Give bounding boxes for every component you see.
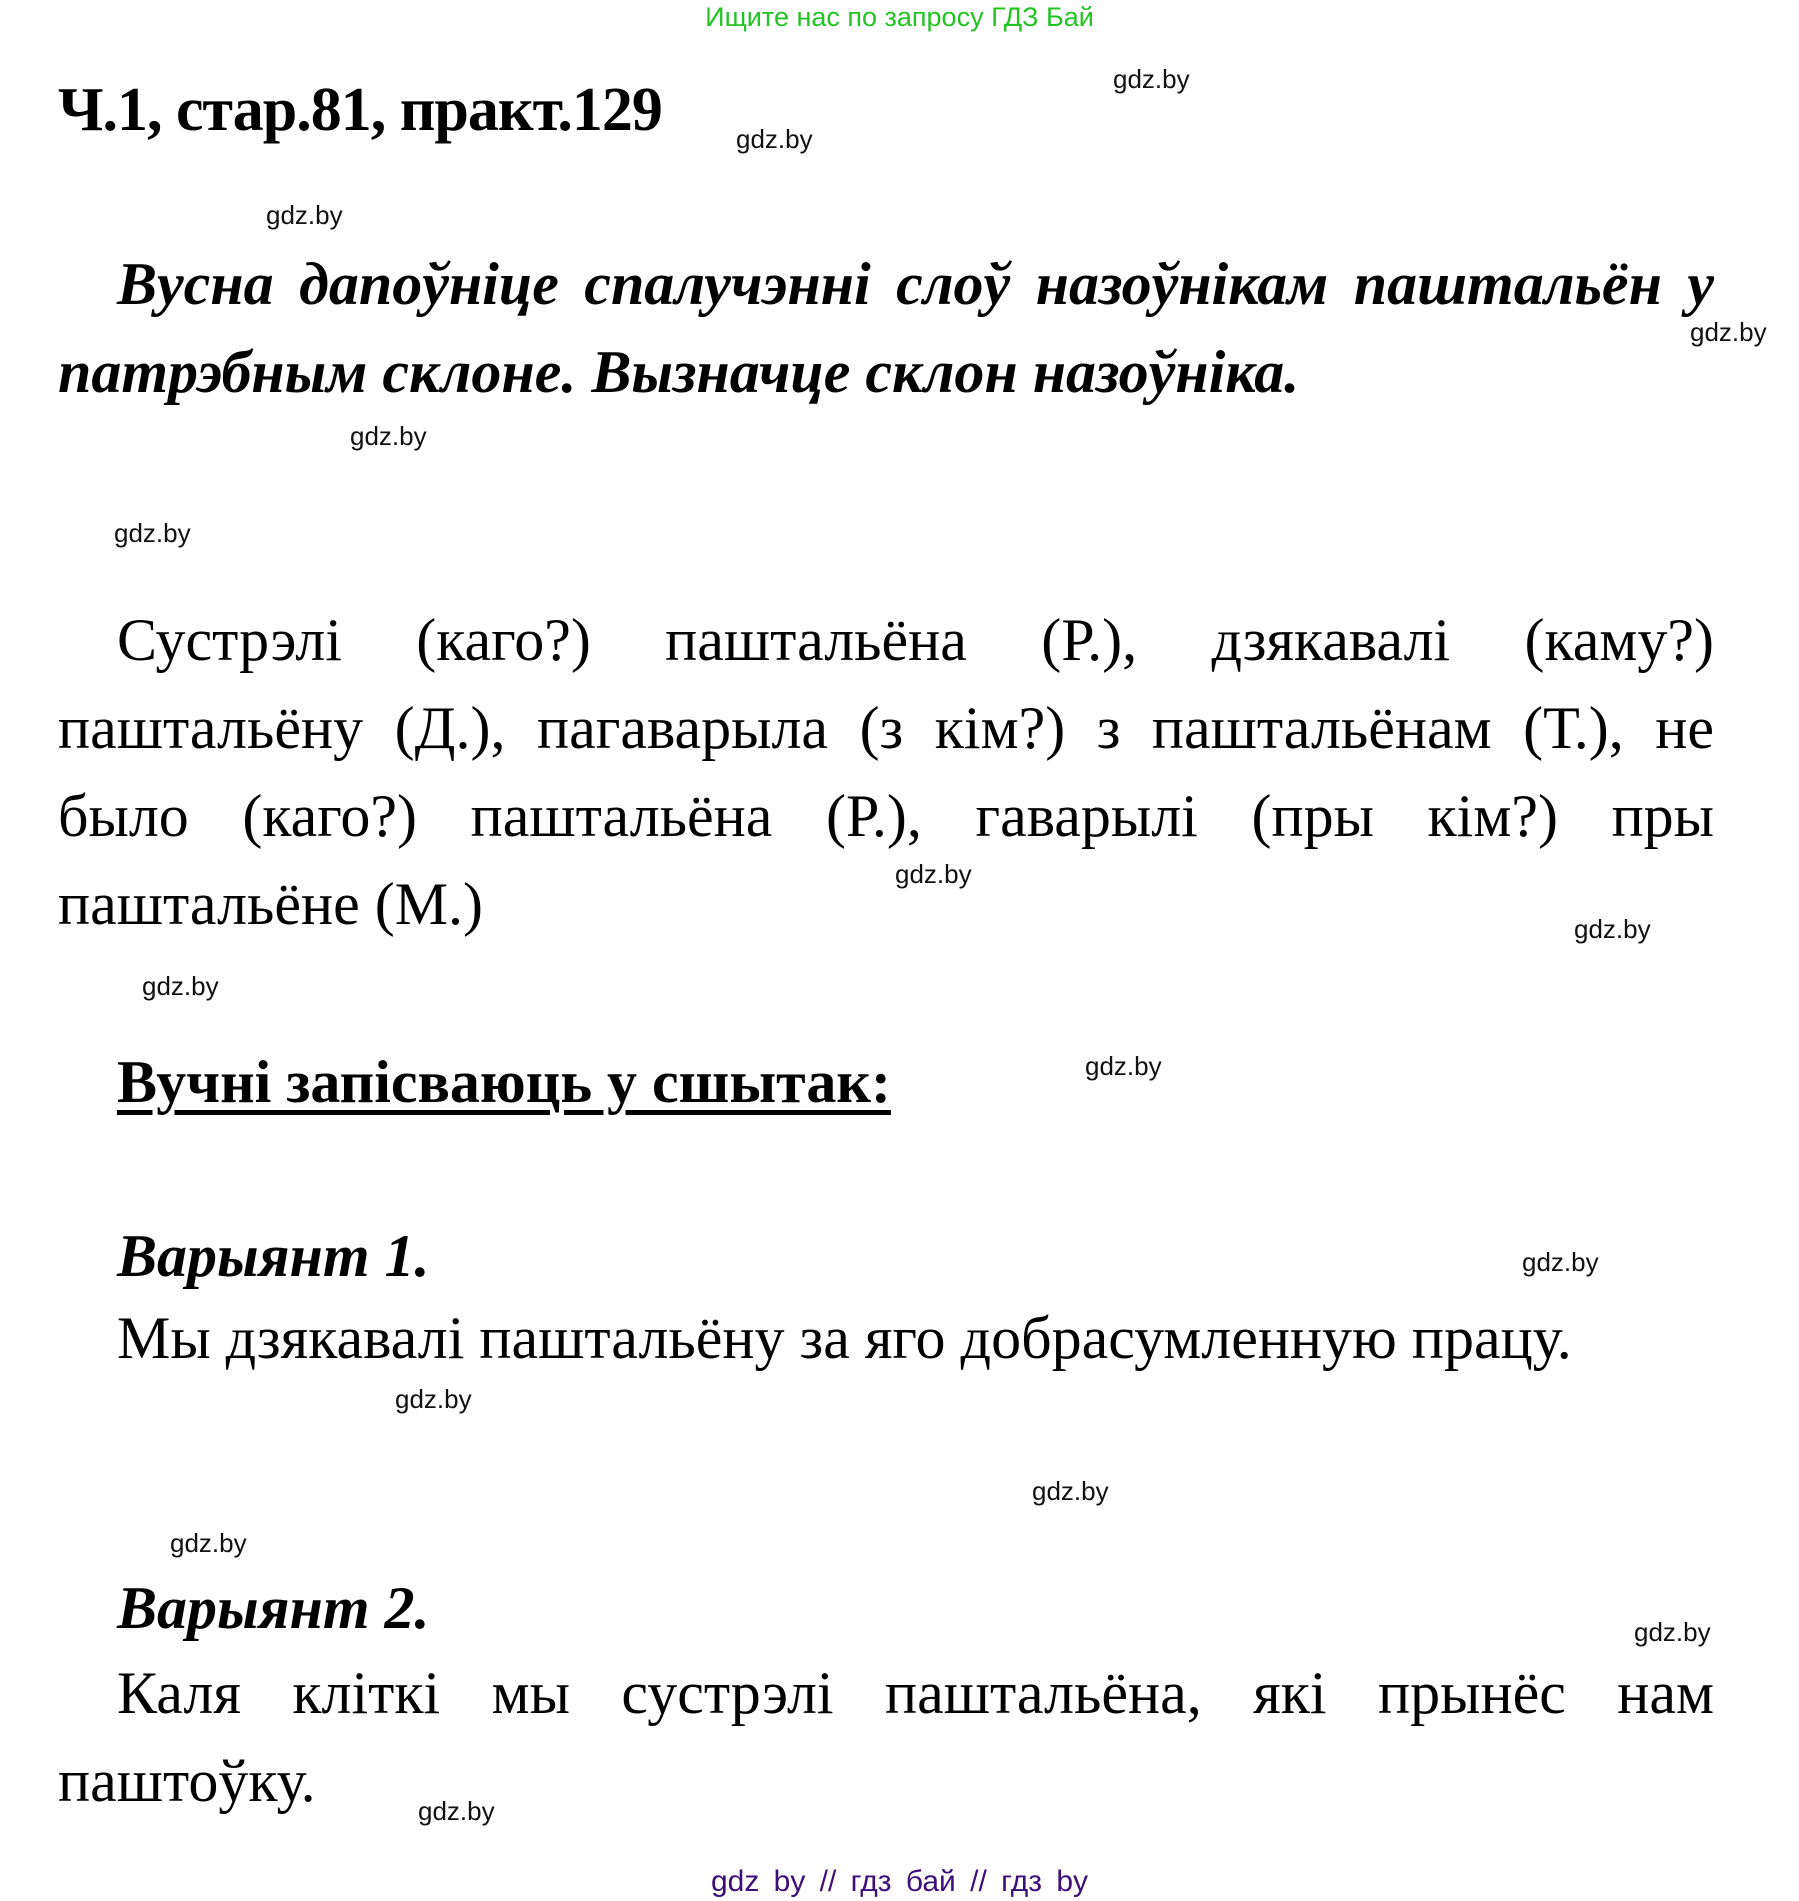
section-subheading: Вучні запісваюць у сшытак: [117,1049,891,1115]
answer-text: Сустрэлі (каго?) паштальёна (Р.), дзякавалі (каму?) паштальёну (Д.), пагаварыла (з кім?) з паштальёнам (Т.), не было (каго?) паштальёна (Р.), гаварылі (пры кім?) пры паштальёне (М.) [58,607,1714,937]
watermark: gdz.by [1690,317,1767,347]
watermark: gdz.by [1113,64,1190,94]
search-banner: Ищите нас по запросу ГДЗ Бай [705,2,1094,32]
variant-1-body: Мы дзякавалі паштальёну за яго добрасумленную працу. [117,1305,1572,1371]
variant-1-text [58,1294,1714,1382]
variant-1-label: Варыянт 1. [117,1223,430,1289]
variant-2-label: Варыянт 2. [117,1575,430,1641]
watermark: gdz.by [350,421,427,451]
watermark: gdz.by [1032,1476,1109,1506]
watermark: gdz.by [1634,1617,1711,1647]
watermark: gdz.by [736,124,813,154]
page-title: Ч.1, стар.81, практ.129 [58,76,662,144]
answer-paragraph [58,596,1714,948]
watermark: gdz.by [418,1796,495,1826]
watermark: gdz.by [114,518,191,548]
watermark: gdz.by [170,1528,247,1558]
variant-2-text [58,1649,1714,1825]
footer-links: gdz by // гдз бай // гдз by [710,1865,1089,1898]
variant-2-body: Каля кліткі мы сустрэлі паштальёна, які прынёс нам паштоўку. [58,1660,1714,1814]
watermark: gdz.by [1085,1051,1162,1081]
watermark: gdz.by [395,1384,472,1414]
watermark: gdz.by [1574,914,1651,944]
watermark: gdz.by [895,859,972,889]
watermark: gdz.by [142,971,219,1001]
task-instruction-text: Вусна дапоўніце спалучэнні слоў назоўнікам паштальён у патрэбным склоне. Вызначце склон назоўніка. [58,251,1714,405]
watermark: gdz.by [1522,1247,1599,1277]
task-instruction [58,240,1714,416]
watermark: gdz.by [266,200,343,230]
